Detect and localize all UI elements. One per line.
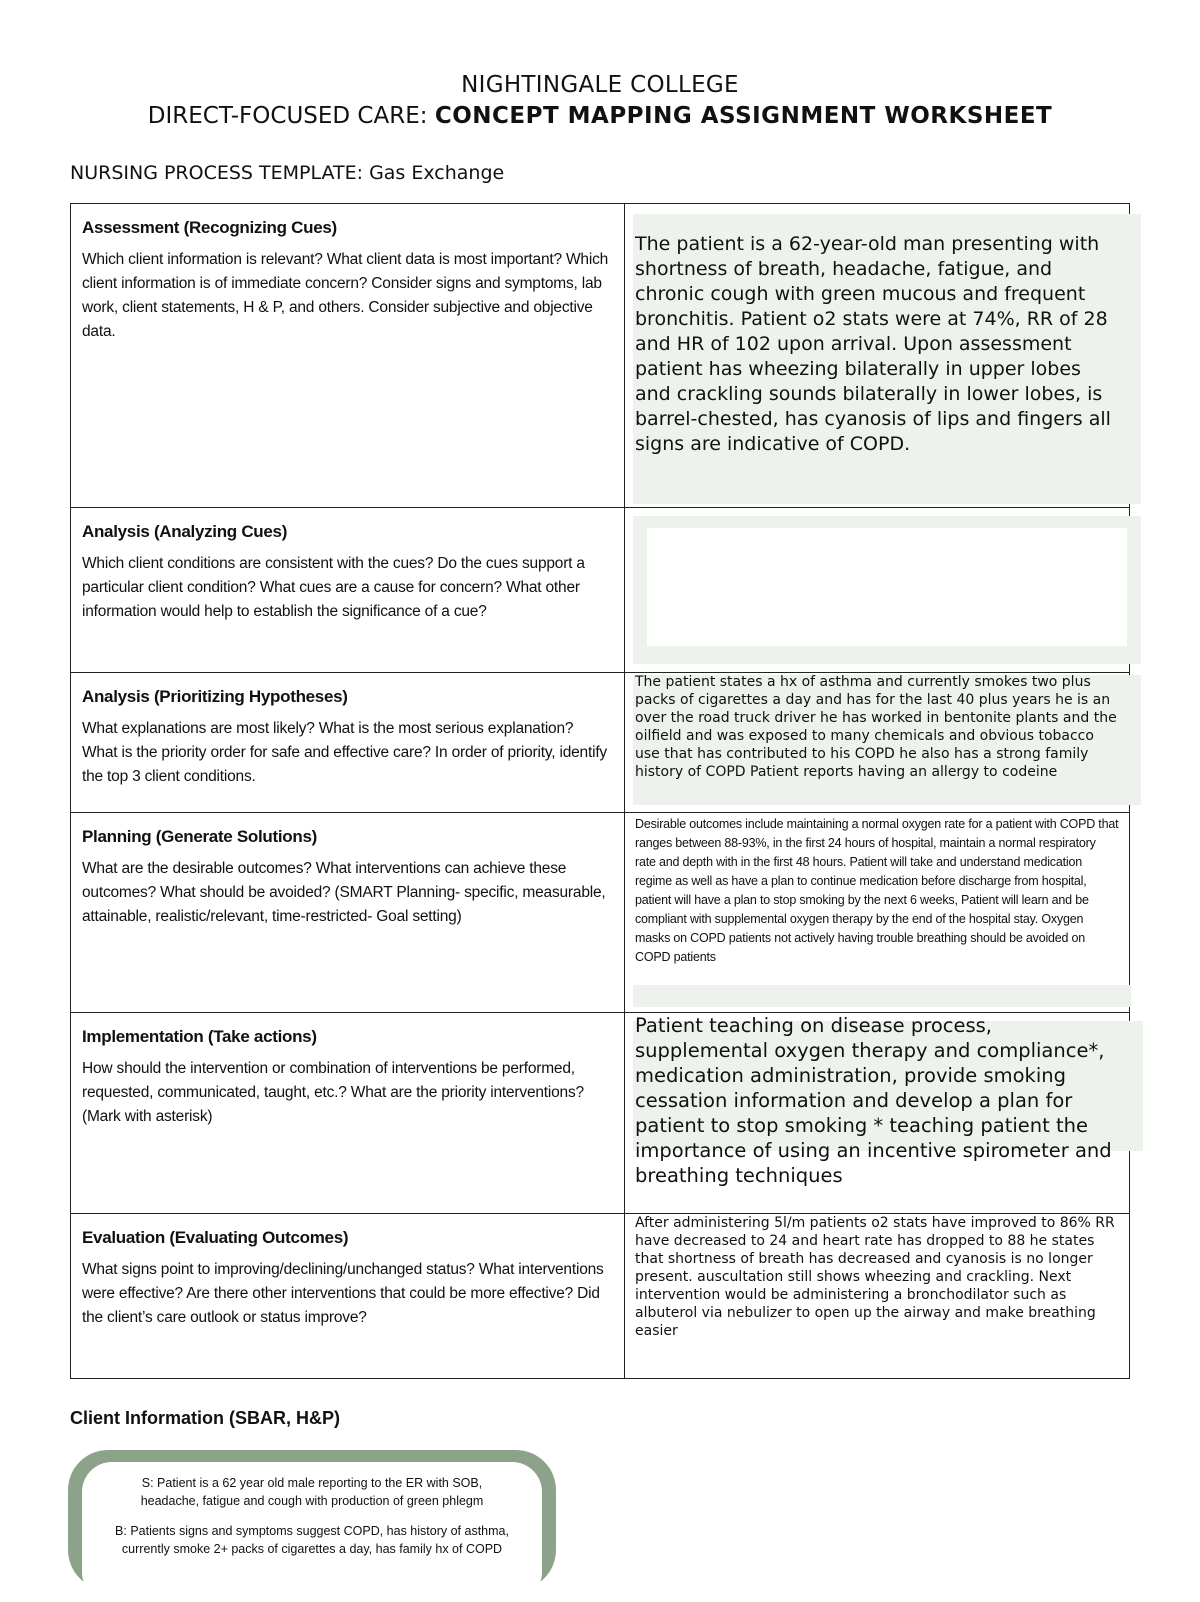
- table-row-planning: [71, 813, 1130, 1013]
- row-title: Analysis (Prioritizing Hypotheses): [82, 687, 348, 706]
- row-question: What are the desirable outcomes? What interventions can achieve these outcomes? What should be avoided? (SMART Planning- specific, measurable, attainable, realistic/relevant, time-restricted- Goal setting): [82, 860, 606, 925]
- sbar-card: [68, 1450, 556, 1590]
- table-row-assessment: [71, 204, 1130, 508]
- empty-answer-box[interactable]: [647, 528, 1127, 646]
- row-prompt-cell: [71, 508, 625, 673]
- answer-text: Patient teaching on disease process, supplemental oxygen therapy and compliance*, medication administration, provide smoking cessation information and develop a plan for patient to stop smoking * teaching patient the importance of using an incentive spirometer and breathing techniques: [635, 1014, 1112, 1187]
- answer-highlight: [633, 985, 1131, 1007]
- row-title: Evaluation (Evaluating Outcomes): [82, 1228, 349, 1247]
- worksheet-subtitle: [0, 100, 1200, 132]
- answer-text: The patient states a hx of asthma and currently smokes two plus packs of cigarettes a day and has for the last 40 plus years he is an over the road truck driver he has worked in bentonite plants and the oilfield and was exposed to many chemicals and obvious tobacco use that has contributed to his COPD he also has a strong family history of COPD Patient reports having an allergy to codeine: [635, 674, 1117, 780]
- answer-cell-prioritizing[interactable]: [625, 673, 1130, 813]
- row-prompt-cell: [71, 1013, 625, 1214]
- answer-cell-planning[interactable]: [625, 813, 1130, 1013]
- page-header: [0, 70, 1200, 132]
- template-label: NURSING PROCESS TEMPLATE: Gas Exchange: [70, 162, 505, 184]
- nursing-process-table: [70, 203, 1130, 1379]
- sbar-background: B: Patients signs and symptoms suggest COPD, has history of asthma, currently smoke 2+ packs of cigarettes a day, has family hx of COPD: [115, 1524, 509, 1556]
- subtitle-prefix: DIRECT-FOCUSED CARE:: [147, 103, 435, 129]
- row-question: What explanations are most likely? What is the most serious explanation? What is the priority order for safe and effective care? In order of priority, identify the top 3 client conditions.: [82, 720, 607, 785]
- table-row-prioritizing: [71, 673, 1130, 813]
- answer-cell-assessment[interactable]: [625, 204, 1130, 508]
- row-title: Planning (Generate Solutions): [82, 827, 317, 846]
- answer-cell-analyzing-cues[interactable]: [625, 508, 1130, 673]
- sbar-situation: S: Patient is a 62 year old male reporting to the ER with SOB, headache, fatigue and cough with production of green phlegm: [140, 1476, 484, 1508]
- row-question: What signs point to improving/declining/unchanged status? What interventions were effective? Are there other interventions that could be more effective? Did the client’s care outlook or status improve?: [82, 1261, 604, 1326]
- row-question: How should the intervention or combination of interventions be performed, requested, communicated, taught, etc.? What are the priority interventions? (Mark with asterisk): [82, 1060, 584, 1125]
- row-prompt-cell: [71, 673, 625, 813]
- row-prompt-cell: [71, 1214, 625, 1379]
- sbar-card-inner: [82, 1462, 542, 1602]
- answer-cell-evaluation[interactable]: [625, 1214, 1130, 1379]
- table-row-implementation: [71, 1013, 1130, 1214]
- answer-text: The patient is a 62-year-old man presenting with shortness of breath, headache, fatigue, and chronic cough with green mucous and frequent bronchitis. Patient o2 stats were at 74%, RR of 28 and HR of 102 upon arrival. Upon assessment patient has wheezing bilaterally in upper lobes and crackling sounds bilaterally in lower lobes, is barrel-chested, has cyanosis of lips and fingers all signs are indicative of COPD.: [635, 233, 1111, 455]
- row-title: Implementation (Take actions): [82, 1027, 317, 1046]
- row-prompt-cell: [71, 813, 625, 1013]
- table-row-analyzing-cues: [71, 508, 1130, 673]
- row-question: Which client conditions are consistent with the cues? Do the cues support a particular client condition? What cues are a cause for concern? What other information would help to establish the significance of a cue?: [82, 555, 585, 620]
- row-title: Analysis (Analyzing Cues): [82, 522, 288, 541]
- answer-text: After administering 5l/m patients o2 stats have improved to 86% RR have decreased to 24 and heart rate has dropped to 88 he states that shortness of breath has decreased and cyanosis is no longer present. auscultation still shows wheezing and crackling. Next intervention would be administering a bronchodilator such as albuterol via nebulizer to open up the airway and make breathing easier: [635, 1215, 1115, 1339]
- row-title: Assessment (Recognizing Cues): [82, 218, 337, 237]
- subtitle-bold: CONCEPT MAPPING ASSIGNMENT WORKSHEET: [434, 103, 1053, 129]
- answer-cell-implementation[interactable]: [625, 1013, 1130, 1214]
- client-info-heading: Client Information (SBAR, H&P): [70, 1408, 340, 1428]
- row-prompt-cell: [71, 204, 625, 508]
- row-question: Which client information is relevant? What client data is most important? Which client information is of immediate concern? Consider signs and symptoms, lab work, client statements, H & P, and others. Consider subjective and objective data.: [82, 251, 609, 340]
- answer-text: Desirable outcomes include maintaining a normal oxygen rate for a patient with COPD that ranges between 88-93%, in the first 24 hours of hospital, maintain a normal respiratory rate and depth with in the first 48 hours. Patient will take and understand medication regime as well as have a plan to continue medication before discharge from hospital, patient will have a plan to stop smoking by the next 6 weeks, Patient will learn and be compliant with supplemental oxygen therapy by the end of the hospital stay. Oxygen masks on COPD patients not actively having trouble breathing should be avoided on COPD patients: [635, 817, 1119, 964]
- college-name: NIGHTINGALE COLLEGE: [461, 72, 739, 98]
- table-row-evaluation: [71, 1214, 1130, 1379]
